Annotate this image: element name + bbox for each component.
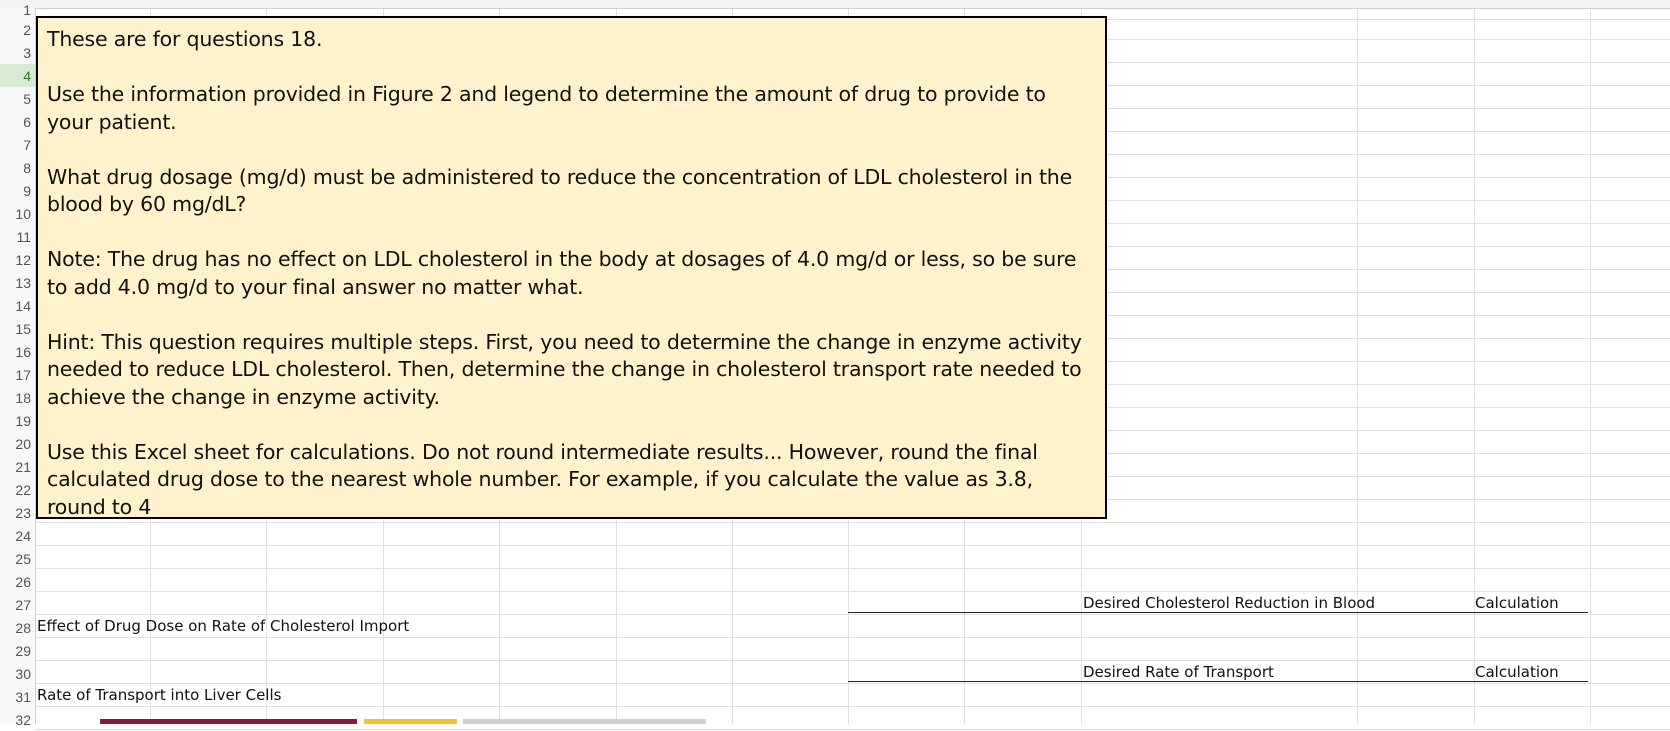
row-gridline bbox=[35, 637, 1670, 638]
row-header-14[interactable]: 14 bbox=[15, 298, 31, 314]
row-header-24[interactable]: 24 bbox=[15, 528, 31, 544]
row-header-25[interactable]: 25 bbox=[15, 551, 31, 567]
row-header-22[interactable]: 22 bbox=[15, 482, 31, 498]
row-gridline bbox=[35, 614, 1670, 615]
column-gridline bbox=[1357, 8, 1358, 724]
row-header-23[interactable]: 23 bbox=[15, 505, 31, 521]
cell-border-row30 bbox=[848, 681, 1588, 682]
note-paragraph-1: These are for questions 18. bbox=[47, 27, 323, 51]
row-header-17[interactable]: 17 bbox=[15, 367, 31, 383]
row-header-7[interactable]: 7 bbox=[23, 137, 31, 153]
column-gridline bbox=[1474, 8, 1475, 724]
row-header-2[interactable]: 2 bbox=[23, 22, 31, 38]
note-paragraph-4: Note: The drug has no effect on LDL cholesterol in the body at dosages of 4.0 mg/d or less, so be sure to add 4.0 mg/d to your final answer no matter what. bbox=[47, 247, 1077, 299]
cell-desired-cholesterol-reduction[interactable]: Desired Cholesterol Reduction in Blood bbox=[1083, 594, 1376, 612]
row-gridline bbox=[35, 729, 1670, 730]
cell-rate-of-transport[interactable]: Rate of Transport into Liver Cells bbox=[37, 686, 282, 704]
row-header-11[interactable]: 11 bbox=[16, 229, 31, 245]
row-header-31[interactable]: 31 bbox=[15, 689, 31, 705]
row-gridline bbox=[35, 706, 1670, 707]
row-header-4[interactable]: 4 bbox=[0, 64, 35, 87]
row-gridline bbox=[35, 660, 1670, 661]
row-header-16[interactable]: 16 bbox=[15, 344, 31, 360]
note-paragraph-3: What drug dosage (mg/d) must be administered to reduce the concentration of LDL cholesterol in the blood by 60 mg/dL? bbox=[47, 164, 1072, 216]
note-paragraph-6: Use this Excel sheet for calculations. Do not round intermediate results... However, round the final calculated drug dose to the nearest whole number. For example, if you calculate the value as 3.8, round to 4 bbox=[47, 439, 1038, 519]
note-paragraph-2: Use the information provided in Figure 2 and legend to determine the amount of drug to provide to your patient. bbox=[47, 82, 1046, 134]
row-header-26[interactable]: 26 bbox=[15, 574, 31, 590]
row-header-29[interactable]: 29 bbox=[15, 643, 31, 659]
cell-calculation-1[interactable]: Calculation bbox=[1475, 594, 1559, 612]
cell-border-row27 bbox=[848, 612, 1588, 613]
column-gridline bbox=[1590, 8, 1591, 724]
sheet-tab-yellow[interactable] bbox=[364, 719, 457, 724]
row-header-18[interactable]: 18 bbox=[15, 390, 31, 406]
sheet-tab-gray[interactable] bbox=[463, 719, 706, 724]
sheet-tab-active[interactable] bbox=[100, 719, 357, 724]
row-header-19[interactable]: 19 bbox=[15, 413, 31, 429]
row-header-15[interactable]: 15 bbox=[15, 321, 31, 337]
row-header-3[interactable]: 3 bbox=[23, 45, 31, 61]
row-header-20[interactable]: 20 bbox=[15, 436, 31, 452]
row-gridline bbox=[35, 683, 1670, 684]
row-header-1[interactable]: 1 bbox=[23, 2, 31, 18]
row-gridline bbox=[35, 522, 1670, 523]
column-header-bar[interactable] bbox=[0, 0, 1670, 9]
row-header-30[interactable]: 30 bbox=[15, 666, 31, 682]
row-header-12[interactable]: 12 bbox=[15, 252, 31, 268]
row-header-13[interactable]: 13 bbox=[15, 275, 31, 291]
row-header-9[interactable]: 9 bbox=[23, 183, 31, 199]
row-gridline bbox=[35, 591, 1670, 592]
note-paragraph-5: Hint: This question requires multiple steps. First, you need to determine the change in enzyme activity needed to reduce LDL cholesterol. Then, determine the change in cholesterol transport rate needed to achieve the change in enzyme activity. bbox=[47, 329, 1082, 409]
row-header-6[interactable]: 6 bbox=[23, 114, 31, 130]
row-header-21[interactable]: 21 bbox=[15, 459, 31, 475]
cell-calculation-2[interactable]: Calculation bbox=[1475, 663, 1559, 681]
row-header-10[interactable]: 10 bbox=[15, 206, 31, 222]
cell-desired-rate-of-transport[interactable]: Desired Rate of Transport bbox=[1083, 663, 1274, 681]
row-gridline bbox=[35, 568, 1670, 569]
row-header-5[interactable]: 5 bbox=[23, 91, 31, 107]
row-header-32[interactable]: 32 bbox=[15, 712, 31, 728]
text-box-note[interactable] bbox=[36, 16, 1107, 519]
row-gridline bbox=[35, 545, 1670, 546]
cell-effect-of-drug-dose[interactable]: Effect of Drug Dose on Rate of Cholesterol Import bbox=[37, 617, 410, 635]
row-header-27[interactable]: 27 bbox=[15, 597, 31, 613]
row-header-28[interactable]: 28 bbox=[15, 620, 31, 636]
row-header-8[interactable]: 8 bbox=[23, 160, 31, 176]
